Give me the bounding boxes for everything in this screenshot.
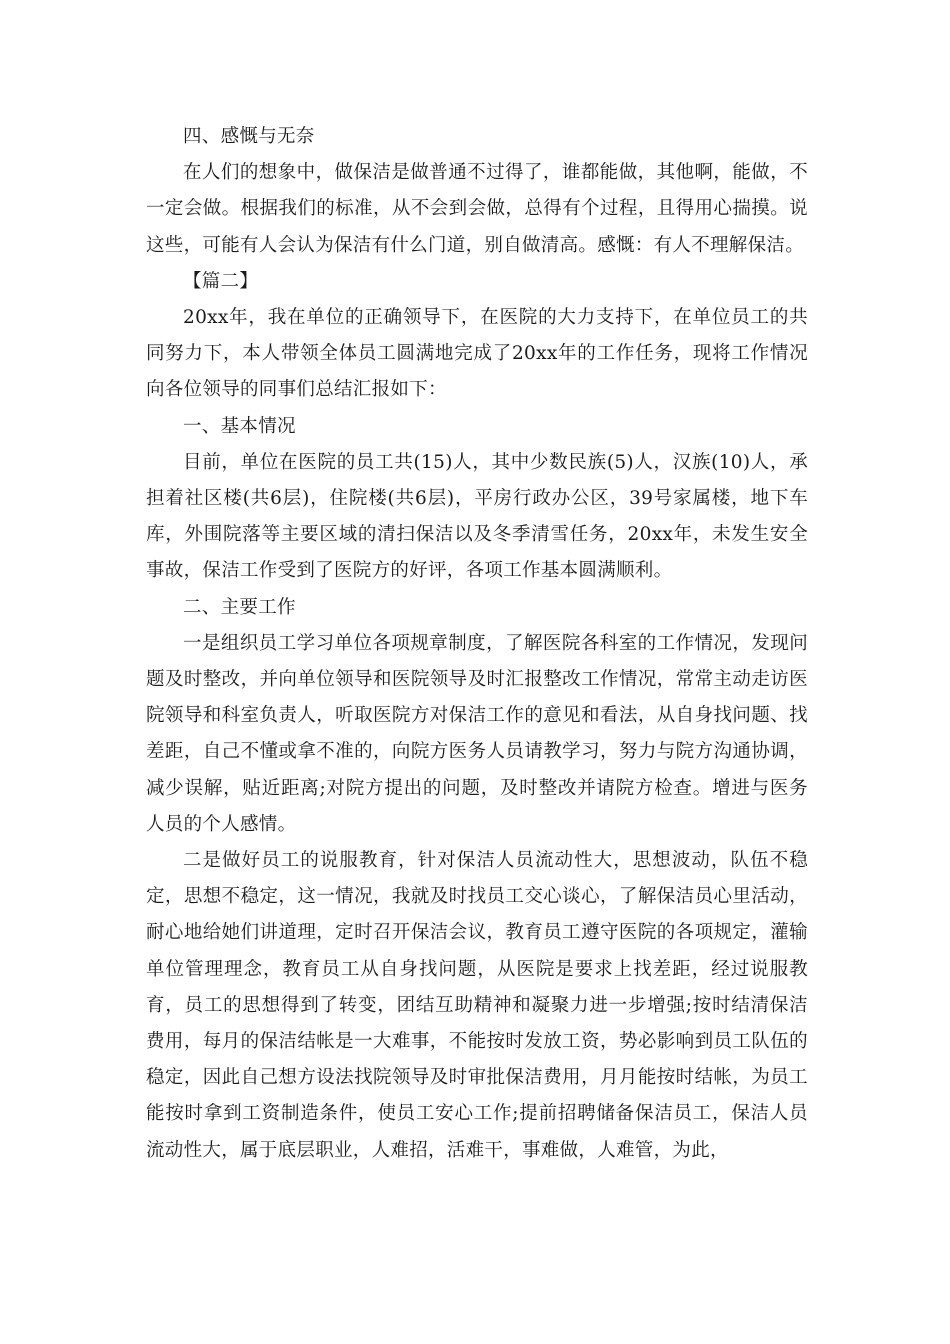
section-heading-basic-info: 一、基本情况 — [183, 415, 296, 437]
paragraph-work-one: 一是组织员工学习单位各项规章制度，了解医院各科室的工作情况，发现问题及时整改，并向单位领导和医院领导及时汇报整改工作情况，常常主动走访医院领导和科室负责人，听取医院方对保洁工作的意见和看法，从自身找问题、找差距，自己不懂或拿不准的，向院方医务人员请教学习，努力与院方沟通协调，减少误解，贴近距离;对院方提出的问题，及时整改并请院方检查。增进与医务人员的个人感情。 — [146, 632, 808, 835]
section-heading-main-work: 二、主要工作 — [183, 596, 296, 618]
paragraph-work-two: 二是做好员工的说服教育，针对保洁人员流动性大，思想波动，队伍不稳定，思想不稳定，这一情况，我就及时找员工交心谈心，了解保洁员心里活动，耐心地给她们讲道理，定时召开保洁会议，教育员工遵守医院的各项规定，灌输单位管理理念，教育员工从自身找问题，从医院是要求上找差距，经过说服教育，员工的思想得到了转变，团结互助精神和凝聚力进一步增强;按时结清保洁费用，每月的保洁结帐是一大难事，不能按时发放工资，势必影响到员工队伍的稳定，因此自己想方设法找院领导及时审批保洁费用，月月能按时结帐，为员工能按时拿到工资制造条件，使员工安心工作;提前招聘储备保洁员工，保洁人员流动性大，属于底层职业，人难招，活难干，事难做，人难管，为此， — [146, 850, 808, 1161]
paragraph-reflection: 在人们的想象中，做保洁是做普通不过得了，谁都能做，其他啊，能做，不一定会做。根据我们的标准，从不会到会做，总得有个过程，且得用心揣摸。说这些，可能有人会认为保洁有什么门道，别自做清高。感慨：有人不理解保洁。 — [146, 162, 808, 256]
paragraph-intro: 20xx年，我在单位的正确领导下，在医院的大力支持下，在单位员工的共同努力下，本人带领全体员工圆满地完成了20xx年的工作任务，现将工作情况向各位领导的同事们总结汇报如下： — [146, 307, 808, 401]
chapter-heading-part-two: 【篇二】 — [183, 270, 259, 292]
paragraph-basic-info: 目前，单位在医院的员工共(15)人，其中少数民族(5)人，汉族(10)人，承担着社区楼(共6层)，住院楼(共6层)，平房行政办公区，39号家属楼，地下车库，外围院落等主要区域的清扫保洁以及冬季清雪任务，20xx年，未发生安全事故，保洁工作受到了医院方的好评，各项工作基本圆满顺利。 — [146, 451, 808, 582]
section-heading-reflection: 四、感慨与无奈 — [183, 126, 315, 147]
